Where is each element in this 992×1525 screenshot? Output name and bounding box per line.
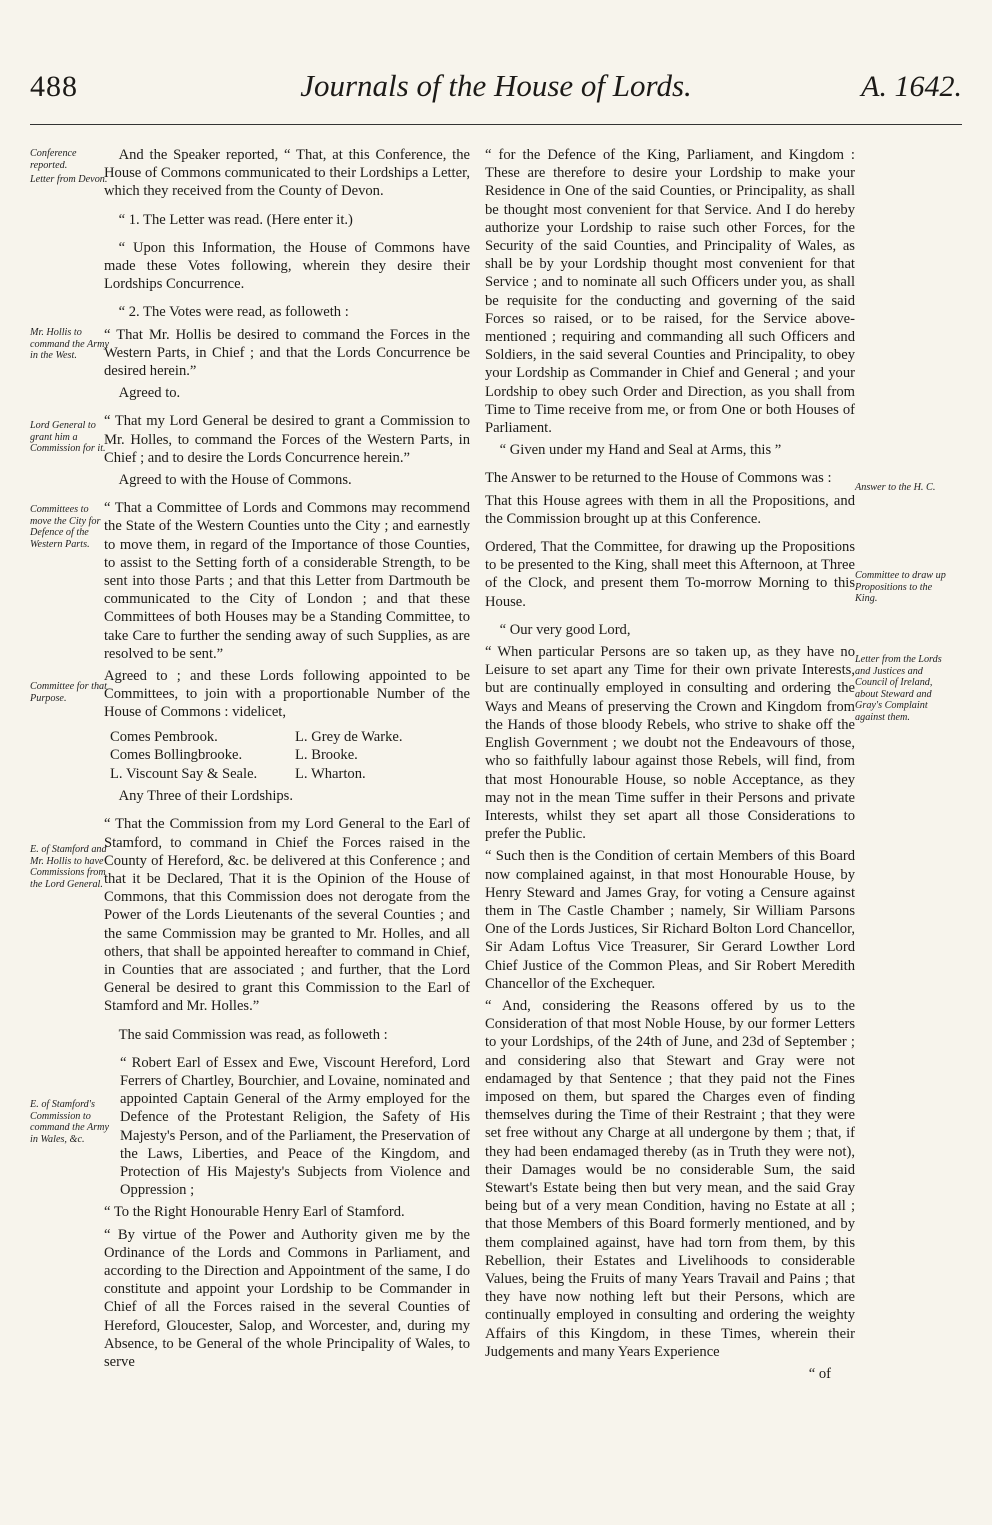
header-rule: [30, 124, 962, 125]
margin-note: Letter from Devon.: [30, 174, 108, 185]
margin-note: Lord General to grant him a Commission for it.: [30, 420, 106, 455]
lord-name: Comes Pembrook.: [110, 728, 218, 745]
lord-name: L. Viscount Say & Seale.: [110, 765, 258, 782]
paragraph: “ Upon this Information, the House of Commons have made these Votes following, wherein they desire their Lordships Concurrence.: [104, 239, 470, 293]
paragraph: “ By virtue of the Power and Authority given me by the Ordinance of the Lords and Commons in Parliament, and according to the Direction and Appointment of the same, I do constitute and appoint your Lordship to be Commander in Chief of all the Forces raised in the several Counties of Hereford, Gloucester, Salop, and Worcester, and, during my Absence, to be General of the whole Principality of Wales, to serve: [104, 1226, 470, 1371]
margin-note: Letter from the Lords and Justices and Council of Ireland, about Steward and Gray's Complaint against them.: [855, 654, 942, 723]
catchword: “ of: [808, 1366, 831, 1382]
paragraph: “ That a Committee of Lords and Commons may recommend the State of the Western Counties unto the City ; and earnestly to move them, in regard of the Importance of those Counties, to assist to the Setting forth of a considerable Strength, to be sent into those Parts ; and that this Letter from Dartmouth be communicated to the City of London ; and that these Committees of both Houses may be a Standing Committee, to take Care to further the sending away of such Supplies, as are resolved to be sent.”: [104, 500, 470, 662]
paragraph: “ Robert Earl of Essex and Ewe, Viscount Hereford, Lord Ferrers of Chartley, Bourchier, and Lovaine, nominated and appointed Captain General of the Army employed for the Defence of the Protestant Religion, the Safety of His Majesty's Person, and of the Parliament, the Preservation of the Laws, Liberties, and Peace of the Kingdom, and Protection of His Majesty's Subjects from Violence and Oppression ;: [120, 1054, 470, 1199]
lords-list-right: [295, 728, 470, 784]
margin-note: Answer to the H. C.: [855, 482, 936, 493]
paragraph: “ To the Right Honourable Henry Earl of Stamford.: [104, 1204, 405, 1221]
running-title: Journals of the House of Lords.: [300, 68, 692, 103]
margin-note: Committee for that Purpose.: [30, 681, 107, 704]
paragraph: “ Given under my Hand and Seal at Arms, this ”: [499, 442, 782, 459]
margin-note: E. of Stamford's Commission to command the Army in Wales, &c.: [30, 1099, 110, 1145]
right-column: [485, 146, 855, 1383]
lord-name: L. Brooke.: [295, 747, 358, 764]
paragraph: That this House agrees with them in all the Propositions, and the Commission brought up at this Conference.: [485, 492, 855, 527]
paragraph: “ Our very good Lord,: [499, 621, 631, 638]
paragraph: Agreed to with the House of Commons.: [118, 472, 352, 489]
paragraph: “ That Mr. Hollis be desired to command the Forces in the Western Parts, in Chief ; and that the Lords Concurrence be desired herein.”: [104, 326, 470, 380]
left-column: [104, 146, 470, 1375]
margin-note: Committee to draw up Propositions to the King.: [855, 570, 946, 605]
lords-list-left: [110, 728, 285, 784]
paragraph: And the Speaker reported, “ That, at this Conference, the House of Commons communicated to their Lordships a Letter, which they received from the County of Devon.: [104, 147, 470, 200]
paragraph: Agreed to ; and these Lords following appointed to be Committees, to join with a proportionable Number of the House of Commons : videlicet,: [104, 668, 470, 721]
lord-name: L. Grey de Warke.: [295, 728, 403, 745]
margin-note: E. of Stamford and Mr. Hollis to have Commissions from the Lord General.: [30, 844, 107, 890]
paragraph: “ And, considering the Reasons offered by us to the Consideration of that most Noble House, by our former Letters to your Lordships, of the 24th of June, and 23d of September ; and considering also that Stewart and Gray were not endamaged by that Sentence ; that they paid not the Fines imposed on them, but spared the Charges even of finding themselves during the Time of their Restraint ; that they were set free without any Charge at all undergone by them ; that, if they had been endamaged thereby (as in Truth they were not), their Damages would be no considerable Sum, the said Stewart's Estate being then but very mean, and the said Gray being but of a very mean Condition, having no Estate at all ; that those Members of this Board formerly mentioned, and by them complained against, have had torn from them, by this Rebellion, their Estates and Livelihoods to considerable Values, being the Fruits of many Years Travail and Pains ; that they have now nothing left but their Persons, which are continually employed in consulting and ordering the weighty Affairs of this Kingdom, in these Times, wherein their Judgements and many Years Experience: [485, 997, 855, 1360]
page-number: 488: [30, 70, 78, 103]
page-header: [30, 68, 962, 116]
paragraph: Agreed to.: [118, 385, 181, 402]
margin-note: Committees to move the City for Defence of the Western Parts.: [30, 504, 101, 550]
paragraph: “ 2. The Votes were read, as followeth :: [118, 304, 349, 321]
paragraph: “ When particular Persons are so taken up, as they have no Leisure to set apart any Time for their own private Interests, but are continually employed in consulting and ordering the Ways and Means of preserving the Crown and Kingdom from the Hands of those bloody Rebels, who strive to shake off the English Government ; we doubt not the Endeavours of those, who so faithfully labour against those Rebels, will find, from that most Honourable House, so noble Acceptance, as they may not in the mean Time suffer in their Persons and private Interests, whilst they set apart all those Considerations to prefer the Public.: [485, 644, 855, 843]
paragraph: “ for the Defence of the King, Parliament, and Kingdom : These are therefore to desire your Lordship to make your Residence in One of the said Counties, or Principality, as shall be thought most convenient for that Service. And I do hereby authorize your Lordship to raise such other Forces, for the Security of the said Counties, and Principality of Wales, as shall be by your Lordship thought most convenient for that Service ; and to nominate all such Officers under you, as shall be requisite for the conducting and governing of the said Forces so raised, or to be raised, for the Service above-mentioned ; requiring and commanding all such Officers and Soldiers, in the said several Counties and Principality, to obey your Lordship as Commander in Chief and General ; and your Lordship to obey such Order and Direction, as you shall from Time to Time receive from me, or from One or both Houses of Parliament.: [485, 147, 855, 437]
running-year: A. 1642.: [861, 70, 962, 103]
paragraph: “ That the Commission from my Lord General to the Earl of Stamford, to command in Chief the Forces raised in the County of Hereford, &c. be delivered at this Conference ; and that it be Declared, That it is the Opinion of the House of Commons, that this Commission does not derogate from the Power of the Lords Lieutenants of the several Counties ; and the same Commission may be granted to Mr. Holles, and all others, that shall be appointed hereafter to command in Chief, in Counties that are associated ; and further, that the Lord General be desired to grant this Commission to the Earl of Stamford and Mr. Holles.”: [104, 816, 470, 1015]
margin-note: Mr. Hollis to command the Army in the West.: [30, 327, 110, 362]
paragraph: “ That my Lord General be desired to grant a Commission to Mr. Holles, to command the Forces of the Western Parts, in Chief ; and to desire the Lords Concurrence herein.”: [104, 413, 470, 466]
paragraph: The Answer to be returned to the House of Commons was :: [485, 470, 832, 487]
margin-note: Conference reported.: [30, 148, 77, 171]
paragraph: Ordered, That the Committee, for drawing up the Propositions to be presented to the King, shall meet this Afternoon, at Three of the Clock, and present them To-morrow Morning to this House.: [485, 539, 855, 610]
lords-list: [110, 728, 470, 784]
paragraph: The said Commission was read, as followeth :: [118, 1026, 388, 1043]
paragraph: Any Three of their Lordships.: [118, 788, 294, 805]
paragraph: “ Such then is the Condition of certain Members of this Board now complained against, in that most Honourable House, by Henry Steward and James Gray, for voting a Censure against them in The Castle Chamber ; namely, Sir William Parsons One of the Lords Justices, Sir Richard Bolton Lord Chancellor, Sir Adam Loftus Vice Treasurer, Sir Gerard Lowther Lord Chief Justice of the Common Pleas, and Sir Robert Meredith Chancellor of the Exchequer.: [485, 848, 855, 992]
paragraph: “ 1. The Letter was read. (Here enter it.): [118, 211, 353, 228]
lord-name: Comes Bollingbrooke.: [110, 747, 243, 764]
lord-name: L. Wharton.: [295, 765, 366, 782]
